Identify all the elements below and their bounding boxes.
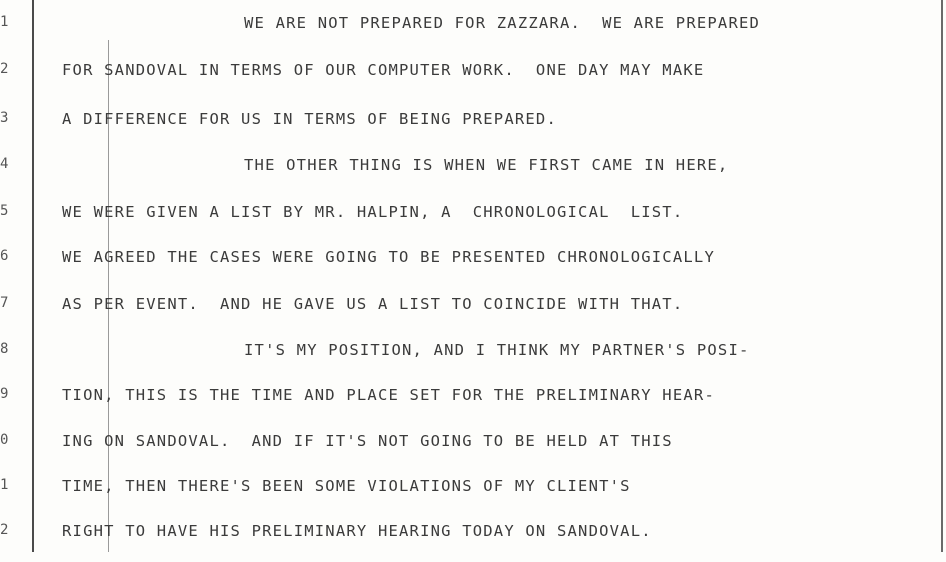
line-number: 4: [0, 156, 9, 172]
line-text: ING ON SANDOVAL. AND IF IT'S NOT GOING TO BE HELD AT THIS: [62, 432, 673, 450]
line-number: 1: [0, 14, 9, 30]
line-text: FOR SANDOVAL IN TERMS OF OUR COMPUTER WORK. ONE DAY MAY MAKE: [62, 61, 705, 79]
transcript-line: [0, 386, 946, 426]
transcript-line: [0, 14, 946, 54]
line-number: 9: [0, 386, 9, 402]
line-number: 0: [0, 432, 9, 448]
line-text: IT'S MY POSITION, AND I THINK MY PARTNER'S POSI-: [244, 341, 750, 359]
transcript-line: [0, 248, 946, 288]
line-number: 2: [0, 522, 9, 538]
line-text: WE WERE GIVEN A LIST BY MR. HALPIN, A CHRONOLOGICAL LIST.: [62, 203, 684, 221]
line-number: 6: [0, 248, 9, 264]
line-text: WE AGREED THE CASES WERE GOING TO BE PRESENTED CHRONOLOGICALLY: [62, 248, 715, 266]
line-number: 2: [0, 61, 9, 77]
line-number: 5: [0, 203, 9, 219]
line-number: 1: [0, 477, 9, 493]
transcript-line: [0, 110, 946, 150]
transcript-line: [0, 477, 946, 517]
line-text: TIME, THEN THERE'S BEEN SOME VIOLATIONS OF MY CLIENT'S: [62, 477, 631, 495]
transcript-line: [0, 295, 946, 335]
line-text: THE OTHER THING IS WHEN WE FIRST CAME IN HERE,: [244, 156, 729, 174]
transcript-line: [0, 432, 946, 472]
transcript-line: [0, 203, 946, 243]
line-text: RIGHT TO HAVE HIS PRELIMINARY HEARING TODAY ON SANDOVAL.: [62, 522, 652, 540]
transcript-line: [0, 341, 946, 381]
line-text: AS PER EVENT. AND HE GAVE US A LIST TO COINCIDE WITH THAT.: [62, 295, 684, 313]
line-number: 8: [0, 341, 9, 357]
transcript-line: [0, 522, 946, 562]
transcript-line: [0, 61, 946, 101]
transcript-line: [0, 156, 946, 196]
line-text: TION, THIS IS THE TIME AND PLACE SET FOR THE PRELIMINARY HEAR-: [62, 386, 715, 404]
line-text: WE ARE NOT PREPARED FOR ZAZZARA. WE ARE PREPARED: [244, 14, 761, 32]
line-text: A DIFFERENCE FOR US IN TERMS OF BEING PREPARED.: [62, 110, 557, 128]
line-number: 7: [0, 295, 9, 311]
line-number: 3: [0, 110, 9, 126]
